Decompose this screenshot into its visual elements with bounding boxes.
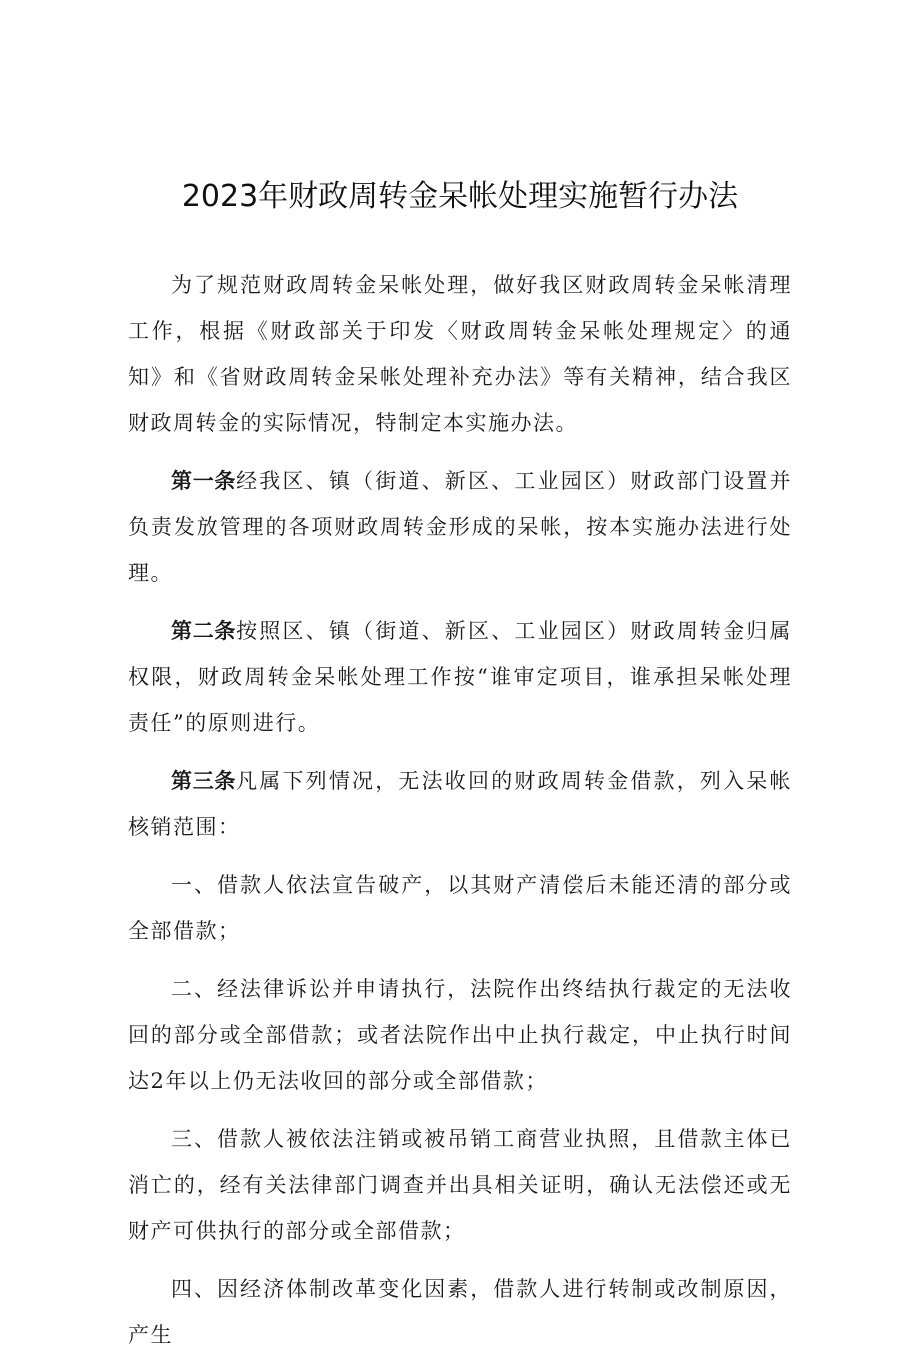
intro-paragraph: 为了规范财政周转金呆帐处理，做好我区财政周转金呆帐清理工作，根据《财政部关于印发〈财政周转金呆帐处理规定〉的通知》和《省财政周转金呆帐处理补充办法》等有关精神，结合我区财政周转金的实际情况，特制定本实施办法。 <box>128 273 792 435</box>
article-1 <box>128 458 792 596</box>
article-3-text: 凡属下列情况，无法收回的财政周转金借款，列入呆帐核销范围： <box>128 769 792 839</box>
document-body <box>128 262 792 1358</box>
document-title: 2023年财政周转金呆帐处理实施暂行办法 <box>181 179 739 214</box>
article-1-text: 经我区、镇（街道、新区、工业园区）财政部门设置并负责发放管理的各项财政周转金形成的呆帐，按本实施办法进行处理。 <box>128 469 792 585</box>
article-2-label: 第二条 <box>171 619 237 643</box>
item-3: 三、借款人被依法注销或被吊销工商营业执照，且借款主体已消亡的，经有关法律部门调查并出具相关证明，确认无法偿还或无财产可供执行的部分或全部借款； <box>128 1127 792 1243</box>
article-2-text: 按照区、镇（街道、新区、工业园区）财政周转金归属权限，财政周转金呆帐处理工作按“谁审定项目，谁承担呆帐处理责任”的原则进行。 <box>128 619 792 735</box>
article-3 <box>128 758 792 850</box>
item-4: 四、因经济体制改革变化因素，借款人进行转制或改制原因，产生 <box>128 1277 792 1347</box>
item-1: 一、借款人依法宣告破产，以其财产清偿后未能还清的部分或全部借款； <box>128 873 792 943</box>
article-1-label: 第一条 <box>171 469 237 493</box>
item-2: 二、经法律诉讼并申请执行，法院作出终结执行裁定的无法收回的部分或全部借款；或者法院作出中止执行裁定，中止执行时间达2年以上仍无法收回的部分或全部借款； <box>128 977 792 1093</box>
article-2 <box>128 608 792 746</box>
article-3-label: 第三条 <box>171 769 237 793</box>
